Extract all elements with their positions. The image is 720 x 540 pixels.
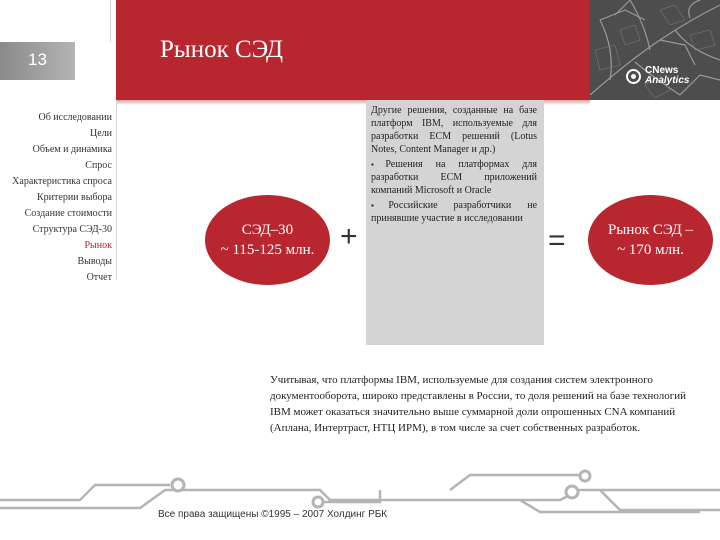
- page-number: 13: [28, 50, 47, 69]
- plus-sign: +: [340, 220, 358, 253]
- box-intro: Другие решения, созданные на базе платформ IBM, используемые для разработки ECM решений (Lotus Notes, Content Manager и др.): [371, 105, 537, 155]
- sidebar-item-demand[interactable]: Спрос: [85, 160, 112, 171]
- cnews-analytics-logo: [626, 66, 689, 86]
- sidebar-item-goals[interactable]: Цели: [89, 128, 112, 139]
- other-solutions-text: [371, 104, 537, 227]
- sidebar-divider: [116, 100, 117, 280]
- guide-line: [110, 0, 111, 42]
- sidebar-item-about[interactable]: Об исследовании: [38, 112, 112, 123]
- equals-sign: =: [548, 224, 566, 257]
- box-bullet-2: ▪ Российские разработчики не принявшие участие в исследовании: [371, 199, 537, 225]
- sidebar-nav: [0, 110, 112, 286]
- cnews-logo-icon: [626, 69, 641, 84]
- logo-text: [645, 66, 689, 86]
- sidebar-item-conclusions[interactable]: Выводы: [77, 256, 112, 267]
- sed30-estimate-text: СЭД–30 ~ 115-125 млн.: [220, 222, 315, 258]
- market-total-text: Рынок СЭД – ~ 170 млн.: [607, 222, 694, 258]
- market-total-oval: [588, 195, 713, 285]
- sed30-estimate-oval: [205, 195, 330, 285]
- sidebar-item-volume[interactable]: Объем и динамика: [32, 144, 112, 155]
- sidebar-item-criteria[interactable]: Критерии выбора: [37, 192, 112, 203]
- sidebar-item-structure[interactable]: Структура СЭД-30: [32, 224, 112, 235]
- box-bullet-1: ▪ Решения на платформах для разработки ECM приложений компаний Microsoft и Oracle: [371, 158, 537, 197]
- sidebar-item-value[interactable]: Создание стоимости: [24, 208, 112, 219]
- explanatory-note: Учитывая, что платформы IBM, используемые для создания систем электронного документооборота, широко представлены в России, то доля решений на базе технологий IBM может оказаться значительно выше суммарной доли опрошенных CNA компаний (Аплана, Интертраст, НТЦ ИРМ), в том числе за счет собственных разработок.: [270, 374, 687, 434]
- footer-copyright: Все права защищены ©1995 – 2007 Холдинг РБК: [158, 509, 388, 520]
- sidebar-item-report[interactable]: Отчет: [86, 272, 112, 283]
- circuit-decoration: [0, 440, 720, 540]
- logo-line1: CNews: [645, 65, 679, 76]
- logo-line2: Analytics: [645, 75, 690, 86]
- sidebar-item-market[interactable]: Рынок: [84, 240, 112, 251]
- sidebar-item-demand-profile[interactable]: Характеристика спроса: [12, 176, 112, 187]
- page-title: Рынок СЭД: [160, 36, 284, 63]
